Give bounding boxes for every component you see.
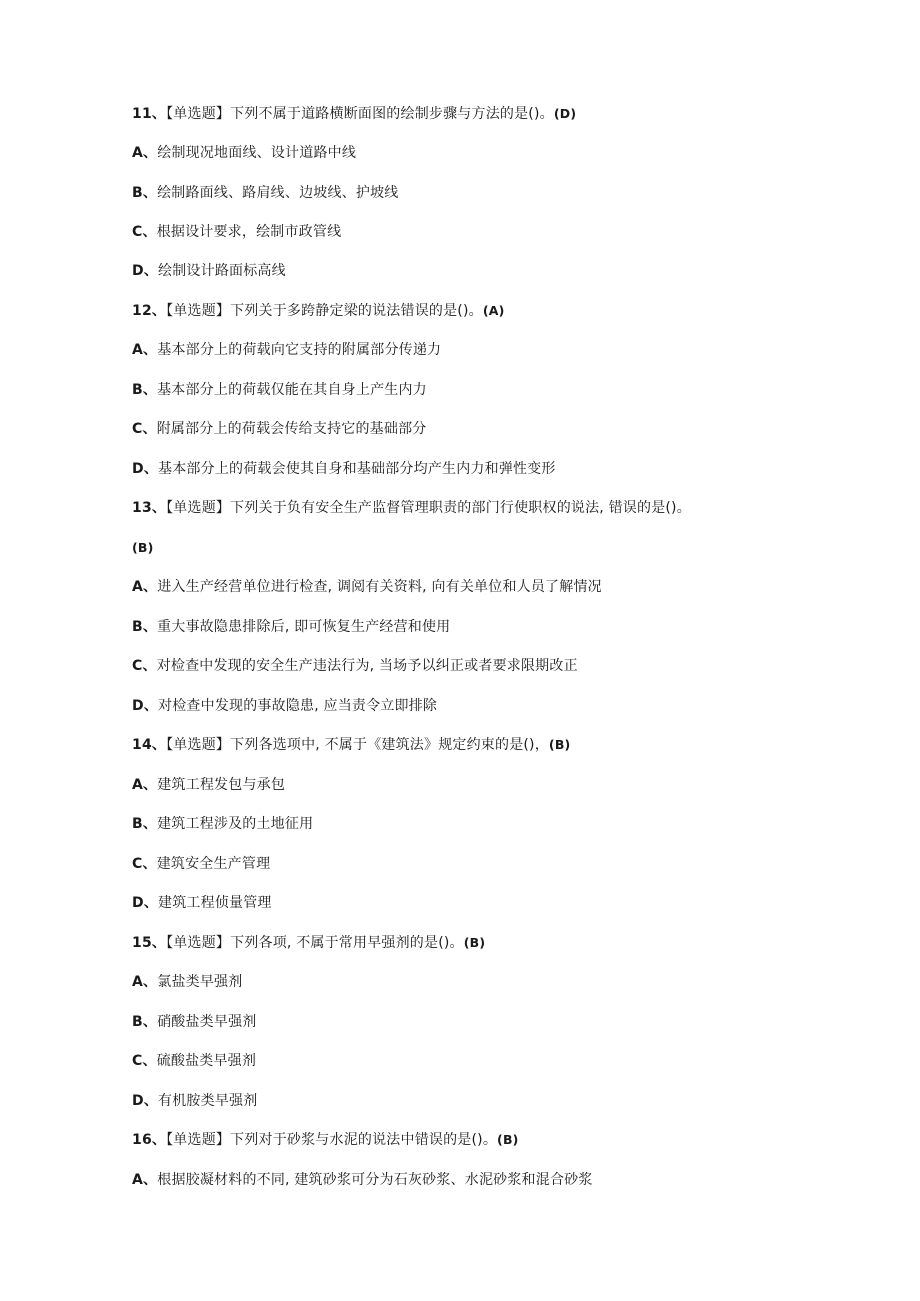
option-item: [132, 222, 341, 242]
option-letter: C、: [132, 658, 157, 674]
question-text: 【单选题】下列各选项中, 不属于《建筑法》规定约束的是()，: [166, 737, 549, 753]
question-answer: (A): [482, 303, 505, 318]
option-text: 建筑安全生产管理: [156, 856, 271, 872]
option-text: 附属部分上的荷载会传给支持它的基础部分: [156, 421, 427, 437]
question-16: [132, 1130, 519, 1150]
option-letter: C、: [132, 1053, 157, 1069]
option-item: [132, 972, 242, 992]
option-text: 根据设计要求，绘制市政管线: [156, 224, 342, 240]
question-number: 15、: [132, 935, 167, 951]
option-item: [132, 380, 427, 400]
option-letter: A、: [132, 342, 158, 358]
option-item: [132, 419, 427, 439]
option-text: 建筑工程发包与承包: [157, 777, 286, 793]
question-text: 【单选题】下列各项, 不属于常用早强剂的是()。: [166, 935, 464, 951]
question-14: [132, 735, 570, 755]
question-answer: (B): [132, 540, 154, 555]
option-item: [132, 775, 285, 795]
option-item: [132, 1091, 257, 1111]
question-15: [132, 933, 485, 953]
question-13-answer-line: [132, 538, 154, 558]
option-item: [132, 340, 441, 360]
option-letter: D、: [132, 263, 159, 279]
question-number: 16、: [132, 1132, 167, 1148]
option-letter: D、: [132, 895, 159, 911]
option-letter: A、: [132, 777, 158, 793]
question-12: [132, 301, 505, 321]
option-letter: B、: [132, 619, 158, 635]
option-item: [132, 577, 602, 597]
option-item: [132, 617, 450, 637]
option-text: 绘制现况地面线、设计道路中线: [157, 145, 357, 161]
option-letter: A、: [132, 145, 158, 161]
option-text: 绘制路面线、路肩线、边坡线、护坡线: [157, 185, 399, 201]
question-number: 13、: [132, 500, 167, 516]
option-item: [132, 1051, 256, 1071]
question-13: [132, 498, 691, 518]
question-number: 11、: [132, 106, 167, 122]
option-letter: B、: [132, 382, 158, 398]
option-letter: A、: [132, 1172, 158, 1188]
option-item: [132, 814, 313, 834]
option-letter: C、: [132, 421, 157, 437]
option-text: 有机胺类早强剂: [158, 1093, 258, 1109]
question-number: 14、: [132, 737, 167, 753]
option-text: 基本部分上的荷载会使其自身和基础部分均产生内力和弹性变形: [158, 461, 556, 477]
question-answer: (B): [497, 1132, 519, 1147]
option-item: [132, 1170, 593, 1190]
option-letter: D、: [132, 461, 159, 477]
option-item: [132, 854, 270, 874]
option-letter: B、: [132, 816, 158, 832]
option-item: [132, 1012, 256, 1032]
option-text: 基本部分上的荷载仅能在其自身上产生内力: [157, 382, 427, 398]
option-text: 对检查中发现的安全生产违法行为, 当场予以纠正或者要求限期改正: [156, 658, 578, 674]
option-text: 硫酸盐类早强剂: [156, 1053, 257, 1069]
question-text: 【单选题】下列关于负有安全生产监督管理职责的部门行使职权的说法, 错误的是()。: [166, 500, 691, 516]
question-answer: (B): [548, 737, 571, 752]
option-letter: B、: [132, 1014, 158, 1030]
option-item: [132, 459, 556, 479]
option-text: 根据胶凝材料的不同, 建筑砂浆可分为石灰砂浆、水泥砂浆和混合砂浆: [157, 1172, 593, 1188]
question-11: [132, 104, 576, 124]
question-answer: (B): [463, 935, 486, 950]
question-text: 【单选题】下列关于多跨静定梁的说法错误的是()。: [166, 303, 483, 319]
option-letter: D、: [132, 1093, 159, 1109]
option-text: 硝酸盐类早强剂: [157, 1014, 257, 1030]
question-text: 【单选题】下列对于砂浆与水泥的说法中错误的是()。: [166, 1132, 498, 1148]
option-item: [132, 143, 356, 163]
option-letter: B、: [132, 185, 158, 201]
option-letter: A、: [132, 974, 158, 990]
question-text: 【单选题】下列不属于道路横断面图的绘制步骤与方法的是()。: [166, 106, 554, 122]
option-letter: A、: [132, 579, 158, 595]
option-text: 对检查中发现的事故隐患, 应当责令立即排除: [158, 698, 438, 714]
option-text: 氯盐类早强剂: [157, 974, 243, 990]
option-text: 建筑工程侦量管理: [158, 895, 272, 911]
question-number: 12、: [132, 303, 167, 319]
option-letter: C、: [132, 856, 157, 872]
option-item: [132, 183, 398, 203]
question-answer: (D): [553, 106, 577, 121]
option-letter: D、: [132, 698, 159, 714]
option-item: [132, 656, 578, 676]
option-text: 基本部分上的荷载向它支持的附属部分传递力: [157, 342, 442, 358]
option-letter: C、: [132, 224, 157, 240]
option-item: [132, 261, 286, 281]
option-text: 绘制设计路面标高线: [158, 263, 286, 279]
option-item: [132, 893, 272, 913]
option-text: 建筑工程涉及的土地征用: [157, 816, 314, 832]
option-text: 进入生产经营单位进行检查, 调阅有关资料, 向有关单位和人员了解情况: [157, 579, 602, 595]
option-item: [132, 696, 437, 716]
option-text: 重大事故隐患排除后, 即可恢复生产经营和使用: [157, 619, 451, 635]
